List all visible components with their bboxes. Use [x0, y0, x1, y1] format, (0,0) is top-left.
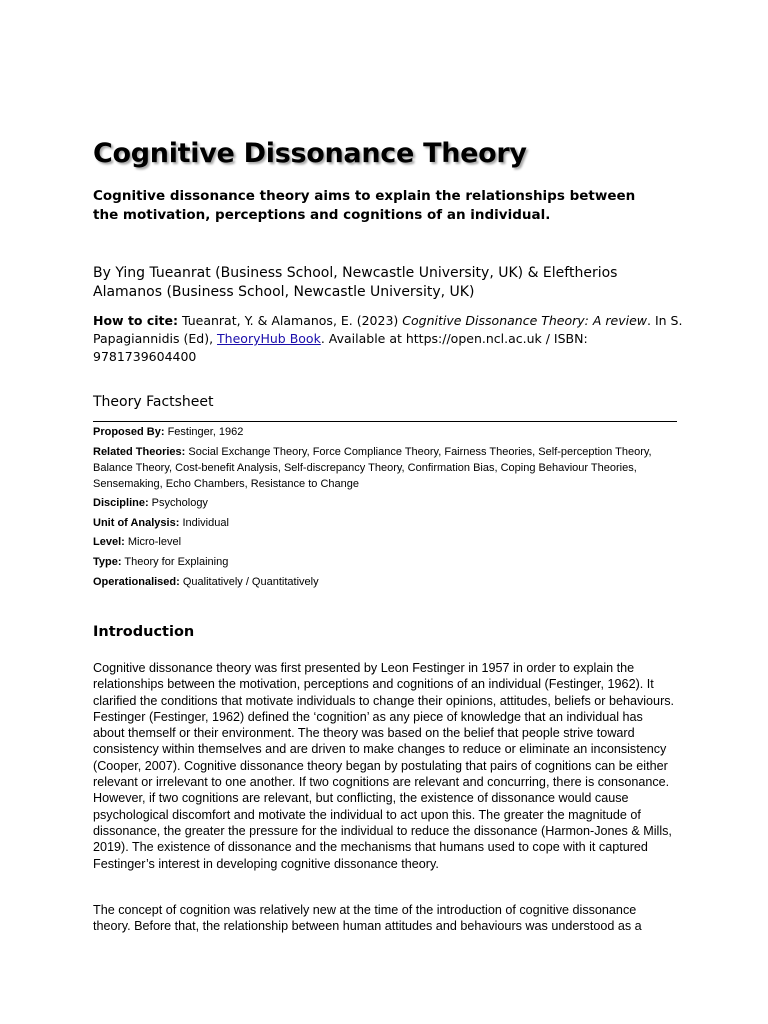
citation — [93, 312, 683, 366]
fact-operationalised — [93, 574, 677, 590]
citation-text-after: . Available at https://open.ncl.ac.uk / ISBN: 9781739604400 — [93, 331, 588, 364]
fact-value: Micro-level — [124, 536, 182, 549]
factsheet-heading: Theory Factsheet — [93, 394, 214, 410]
fact-value: Individual — [179, 516, 229, 529]
fact-unit-of-analysis — [93, 515, 677, 531]
fact-value: Qualitatively / Quantitatively — [179, 575, 319, 588]
citation-text-middle: . In S. Papagiannidis (Ed), — [93, 313, 683, 346]
fact-value: Festinger, 1962 — [164, 426, 244, 438]
fact-label: Level: — [93, 536, 125, 549]
introduction-heading: Introduction — [93, 624, 195, 640]
theoryhub-book-link[interactable]: TheoryHub Book — [217, 331, 321, 346]
factsheet-divider — [93, 421, 677, 422]
introduction-paragraph-1: Cognitive dissonance theory was first presented by Leon Festinger in 1957 in order to explain the relationships between the motivation, perceptions and cognitions of an individual (Festinger, 1962). It clarified the conditions that motivate individuals to change their opinions, attitudes, beliefs or behaviours. Festinger (Festinger, 1962) defined the ‘cognition’ as any piece of knowledge that an individual has about themself or their environment. The theory was based on the belief that people strive toward consistency within themselves and are driven to make changes to reduce or eliminate an inconsistency (Cooper, 2007). Cognitive dissonance theory began by postulating that pairs of cognitions can be either relevant or irrelevant to one another. If two cognitions are relevant and concurring, there is consonance. However, if two cognitions are relevant, but conflicting, the existence of dissonance would cause psychological discomfort and motivate the individual to act upon this. The greater the magnitude of dissonance, the greater the pressure for the individual to reduce the dissonance (Harmon-Jones & Mills, 2019). The existence of dissonance and the mechanisms that humans used to cope with it captured Festinger’s interest in developing cognitive dissonance theory. — [93, 661, 675, 871]
fact-level — [93, 534, 677, 550]
author-line: By Ying Tueanrat (Business School, Newcastle University, UK) & Eleftherios Alamanos (Business School, Newcastle University, UK) — [93, 265, 618, 300]
factsheet-list — [93, 424, 677, 590]
introduction-paragraph-2: The concept of cognition was relatively new at the time of the introduction of cognitive dissonance theory. Before that, the relationship between human attitudes and behaviours was understood as a — [93, 903, 642, 934]
fact-label: Proposed By: — [93, 426, 165, 438]
fact-type — [93, 554, 677, 570]
fact-label: Discipline: — [93, 497, 149, 510]
fact-value: Psychology — [148, 497, 208, 510]
fact-proposed-by — [93, 424, 677, 440]
citation-text-before: Tueanrat, Y. & Alamanos, E. (2023) — [178, 313, 403, 328]
fact-label: Type: — [93, 555, 122, 568]
document-subtitle: Cognitive dissonance theory aims to explain the relationships between the motivation, perceptions and cognitions of an individual. — [93, 188, 636, 223]
fact-label: Unit of Analysis: — [93, 516, 180, 529]
document-title: Cognitive Dissonance Theory — [93, 138, 527, 169]
citation-label: How to cite: — [93, 313, 179, 328]
fact-discipline — [93, 495, 677, 511]
citation-work-title: Cognitive Dissonance Theory: A review — [402, 313, 647, 328]
fact-value: Social Exchange Theory, Force Compliance Theory, Fairness Theories, Self-perception Theory, Balance Theory, Cost-benefit Analysis, Self-discrepancy Theory, Confirmation Bias, Coping Behaviour Theories, Sensemaking, Echo Chambers, Resistance to Change — [93, 445, 652, 490]
fact-value: Theory for Explaining — [121, 555, 229, 568]
fact-related-theories — [93, 444, 677, 492]
fact-label: Operationalised: — [93, 575, 180, 588]
fact-label: Related Theories: — [93, 445, 186, 458]
